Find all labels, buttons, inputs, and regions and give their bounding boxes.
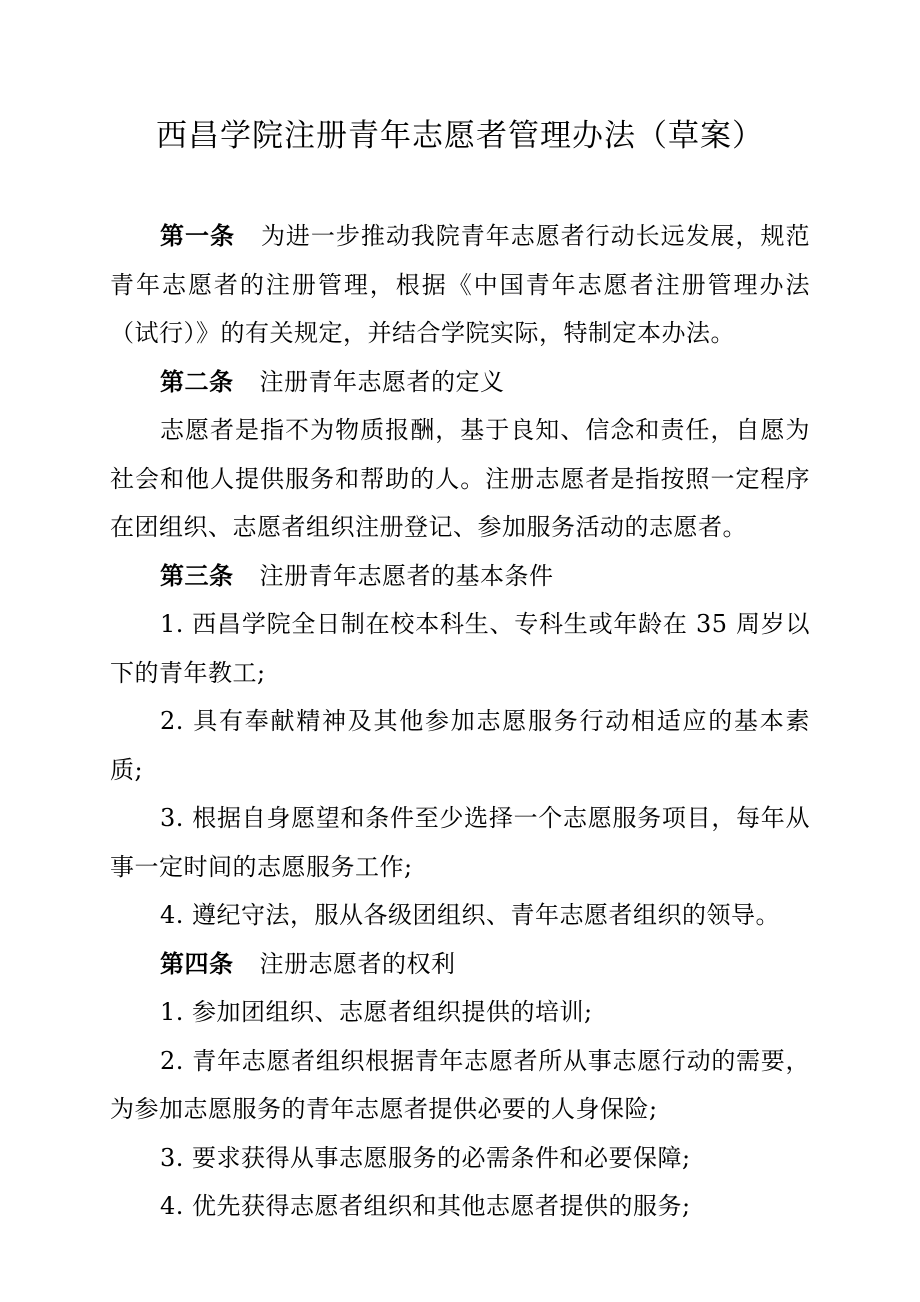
- article-label: 第四条: [160, 949, 234, 978]
- document-title: 西昌学院注册青年志愿者管理办法（草案）: [156, 118, 764, 154]
- paragraph-text: 2. 具有奉献精神及其他参加志愿服务行动相适应的基本素质;: [110, 707, 810, 784]
- paragraph-text: 为进一步推动我院青年志愿者行动长远发展，规范青年志愿者的注册管理，根据《中国青年志愿者注册管理办法（试行）》的有关规定，并结合学院实际，特制定本办法。: [110, 222, 810, 347]
- list-item: [110, 794, 810, 891]
- article-label: 第一条: [160, 222, 235, 250]
- article-4-paragraph: [110, 940, 810, 989]
- list-item: [110, 1134, 810, 1183]
- paragraph-text: 1. 参加团组织、志愿者组织提供的培训;: [160, 998, 593, 1026]
- document-body: [110, 212, 810, 1231]
- list-item: [110, 891, 810, 940]
- paragraph-text: 2. 青年志愿者组织根据青年志愿者所从事志愿行动的需要，为参加志愿服务的青年志愿者提供必要的人身保险;: [110, 1046, 810, 1123]
- paragraph-text: 3. 要求获得从事志愿服务的必需条件和必要保障;: [160, 1143, 691, 1172]
- article-label: 第三条: [160, 561, 234, 590]
- paragraph-text: 注册志愿者的权利: [259, 949, 456, 978]
- paragraph-text: 3. 根据自身愿望和条件至少选择一个志愿服务项目，每年从事一定时间的志愿服务工作;: [110, 804, 810, 881]
- article-3-paragraph: [110, 552, 810, 601]
- article-2-paragraph: [110, 358, 810, 407]
- list-item: [110, 1182, 810, 1231]
- list-item: [110, 988, 810, 1037]
- list-item: [110, 600, 810, 697]
- article-1-paragraph: [110, 212, 810, 358]
- paragraph-text: 注册青年志愿者的定义: [259, 367, 505, 396]
- paragraph-text: 注册青年志愿者的基本条件: [259, 561, 554, 590]
- paragraph-text: 1. 西昌学院全日制在校本科生、专科生或年龄在 35 周岁以下的青年教工;: [110, 610, 810, 687]
- body-paragraph: [110, 406, 810, 552]
- paragraph-text: 4. 优先获得志愿者组织和其他志愿者提供的服务;: [160, 1192, 691, 1220]
- paragraph-text: 4. 遵纪守法，服从各级团组织、青年志愿者组织的领导。: [160, 901, 781, 929]
- paragraph-text: 志愿者是指不为物质报酬，基于良知、信念和责任，自愿为社会和他人提供服务和帮助的人。注册志愿者是指按照一定程序在团组织、志愿者组织注册登记、参加服务活动的志愿者。: [110, 416, 810, 541]
- article-label: 第二条: [160, 367, 234, 396]
- list-item: [110, 697, 810, 794]
- list-item: [110, 1037, 810, 1134]
